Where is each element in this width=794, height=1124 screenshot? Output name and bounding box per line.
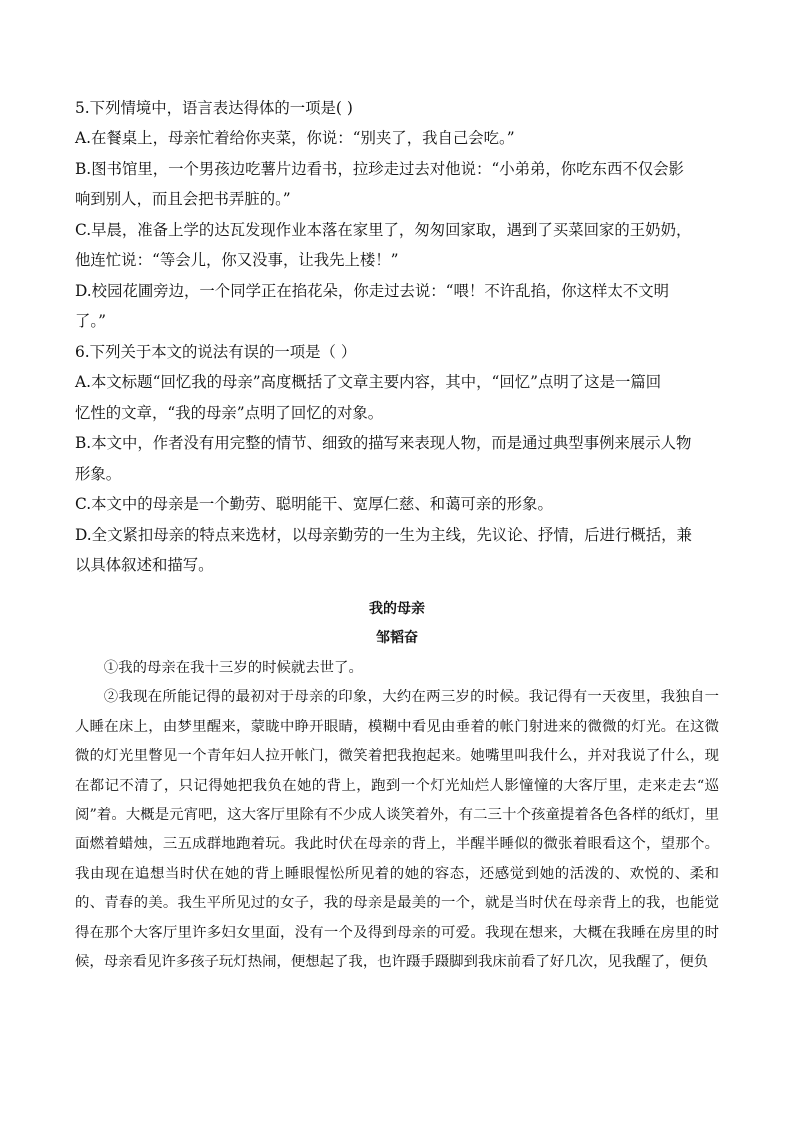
question-6-stem: 6.下列关于本文的说法有误的一项是（ ） [75,343,357,361]
essay-author: 邹韬奋 [376,630,418,646]
question-6-option-c: C.本文中的母亲是一个勤劳、聪明能干、宽厚仁慈、和蔼可亲的形象。 [75,495,553,513]
question-5-option-d-line2: 了。” [75,312,106,330]
essay-title: 我的母亲 [369,601,425,617]
essay-paragraph-2: ②我现在所能记得的最初对于母亲的印象，大约在两三岁的时候。我记得有一天夜里，我独自一人睡在床上，由梦里醒来，蒙眬中睁开眼睛，模糊中看见由垂着的帐门射进来的微微的灯光。在这微微的灯光里瞥见一个青年妇人拉开帐门，微笑着把我抱起来。她嘴里叫我什么，并对我说了什么，现在都记不清了，只记得她把我负在她的背上，跑到一个灯光灿烂人影憧憧的大客厅里，走来走去“巡阅”着。大概是元宵吧，这大客厅里除有不少成人谈笑着外，有二三十个孩童提着各色各样的纸灯，里面燃着蜡烛，三五成群地跑着玩。我此时伏在母亲的背上，半醒半睡似的微张着眼看这个，望那个。我由现在追想当时伏在她的背上睡眼惺忪所见着的她的容态，还感觉到她的活泼的、欢悦的、柔和的、青春的美。我生平所见过的女子，我的母亲是最美的一个，就是当时伏在母亲背上的我，也能觉得在那个大客厅里许多妇女里面，没有一个及得到母亲的可爱。我现在想来，大概在我睡在房里的时候，母亲看见许多孩子玩灯热闹，便想起了我，也许蹑手蹑脚到我床前看了好几次，见我醒了，便负 [75,689,719,971]
question-6-option-d-line1: D.全文紧扣母亲的特点来选材，以母亲勤劳的一生为主线，先议论、抒情，后进行概括，兼 [75,526,692,544]
question-6-option-a-line2: 忆性的文章，“我的母亲”点明了回忆的对象。 [75,404,384,422]
question-5-option-b-line2: 响到别人，而且会把书弄脏的。” [75,190,291,208]
question-6-option-b-line1: B.本文中，作者没有用完整的情节、细致的描写来表现人物，而是通过典型事例来展示人物 [75,434,692,452]
question-5-option-a: A.在餐桌上，母亲忙着给你夹菜，你说：“别夹了，我自己会吃。” [75,129,515,147]
question-5-option-d-line1: D.校园花圃旁边，一个同学正在掐花朵，你走过去说：“喂！不许乱掐，你这样太不文明 [75,282,670,300]
question-5-stem: 5.下列情境中，语言表达得体的一项是( ) [75,99,353,117]
question-6-option-d-line2: 以具体叙述和描写。 [75,556,214,574]
question-6-option-a-line1: A.本文标题“回忆我的母亲”高度概括了文章主要内容，其中，“回忆”点明了这是一篇回 [75,373,662,391]
question-5-option-c-line2: 他连忙说：“等会儿，你又没事，让我先上楼！” [75,251,399,269]
essay-paragraph-1: ①我的母亲在我十三岁的时候就去世了。 [103,660,363,676]
essay-body [75,654,719,977]
question-5-option-b-line1: B.图书馆里，一个男孩边吃薯片边看书，拉珍走过去对他说：“小弟弟，你吃东西不仅会影 [75,160,684,178]
question-5-option-c-line1: C.早晨，准备上学的达瓦发现作业本落在家里了，匆匆回家取，遇到了买菜回家的王奶奶， [75,221,692,239]
question-6-option-b-line2: 形象。 [75,465,122,483]
